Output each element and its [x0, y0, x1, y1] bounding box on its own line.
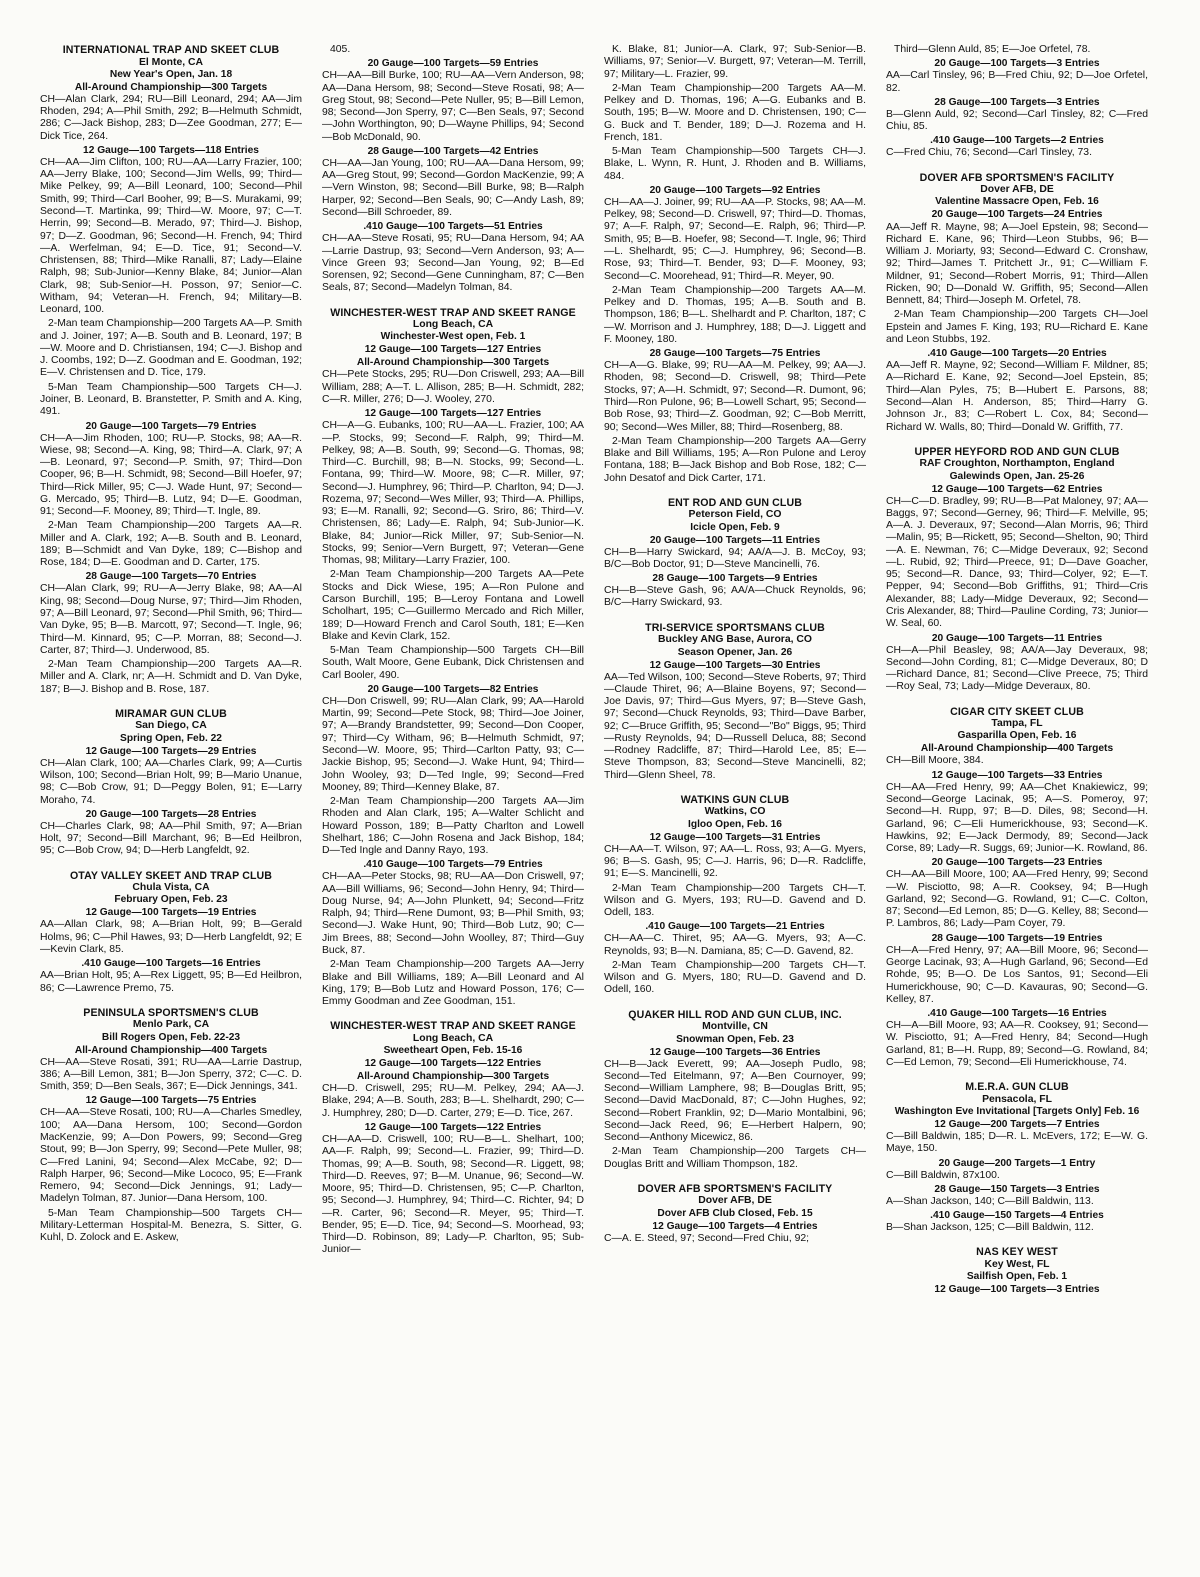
- division-heading: 20 Gauge—100 Targets—11 Entries: [649, 534, 821, 546]
- division-heading: .410 Gauge—100 Targets—16 Entries: [81, 958, 261, 970]
- club-section: [886, 446, 1148, 694]
- club-name: UPPER HEYFORD ROD AND GUN CLUB: [914, 445, 1120, 458]
- division-heading: All-Around Championship—400 Targets: [74, 1044, 268, 1056]
- results-text: K. Blake, 81; Junior—A. Clark, 97; Sub-Senior—B. Williams, 97; Senior—V. Burgett, 97; Veteran—M. Terrill, 97; Military—L. Frazier, 99.: [604, 44, 866, 80]
- results-text: CH—AA—D. Criswell, 100; RU—B—L. Shelhart, 100; AA—F. Ralph, 99; Second—L. Frazier, 99; Third—D. Thomas, 99; A—B. South, 98; Second—R. Liggett, 98; Third—D. Reeves, 97; B—M. Unanue, 96; Second—W. Moore, 95; Third—D. Christensen, 95; C—P. Charlton, 95; Second—J. Humphrey, 94; Third—C. Richter, 94; D—R. Carter, 96; Second—R. Meyer, 95; Third—T. Bender, 95; E—D. Tice, 94; Second—S. Moorhead, 93; Third—D. Robinson, 89; Lady—P. Charlton, 95; Sub-Junior—: [322, 1134, 584, 1256]
- division-heading: 12 Gauge—100 Targets—127 Entries: [364, 408, 542, 420]
- event-title: Sailfish Open, Feb. 1: [966, 1271, 1068, 1283]
- event-title: Snowman Open, Feb. 23: [676, 1033, 794, 1045]
- column-2: [322, 44, 584, 1577]
- division-heading: 12 Gauge—100 Targets—30 Entries: [649, 659, 821, 671]
- club-location: Tampa, FL: [991, 718, 1043, 730]
- division-heading: 12 Gauge—100 Targets—75 Entries: [85, 1095, 257, 1107]
- club-section: [886, 706, 1148, 1070]
- event-title: Igloo Open, Feb. 16: [688, 818, 782, 830]
- results-text: CH—Charles Clark, 98; AA—Phil Smith, 97; A—Brian Holt, 97; Second—Bill Marchant, 96; B—Ed Heilbron, 95; C—Bob Crow, 94; D—Herb Langfeldt, 92.: [40, 820, 302, 857]
- division-heading: 28 Gauge—100 Targets—70 Entries: [85, 571, 257, 583]
- results-text: 2-Man Team Championship—200 Targets AA—M. Pelkey and D. Thomas, 196; A—G. Eubanks and B. South, 195; B—W. Moore and D. Christensen, 190; C—G. Buck and T. Bender, 189; D—J. Rozema and H. French, 181.: [604, 82, 866, 143]
- results-text: CH—AA—Steve Rosati, 391; RU—AA—Larrie Dastrup, 386; A—Bill Lemon, 381; B—Jon Sperry, 372; C—C. D. Smith, 359; D—Ben Seals, 367; E—Dick Jennings, 341.: [40, 1056, 302, 1093]
- club-section: [886, 172, 1148, 434]
- results-text: C—Bill Baldwin, 185; D—R. L. McEvers, 172; E—W. G. Maye, 150.: [886, 1131, 1148, 1155]
- division-heading: 12 Gauge—100 Targets—33 Entries: [931, 769, 1103, 781]
- club-section: [40, 44, 302, 696]
- club-section: [322, 307, 584, 1009]
- club-name: MIRAMAR GUN CLUB: [115, 707, 227, 720]
- division-heading: 28 Gauge—100 Targets—3 Entries: [934, 96, 1100, 108]
- results-text: CH—AA—Fred Henry, 99; AA—Chet Knakiewicz, 99; Second—George Lacinak, 95; A—S. Pomeroy, 97; Second—H. Rupp, 97; B—D. Diles, 98; Second—H. Garland, 96; C—Eli Humerickhouse, 93; Second—K. Hawkins, 92; E—Jack Dermody, 89; Second—Jack Corse, 89; Lady—R. Suggs, 69; Junior—K. Rowland, 86.: [886, 781, 1148, 855]
- club-name: DOVER AFB SPORTSMEN'S FACILITY: [919, 171, 1115, 184]
- club-location: Key West, FL: [984, 1258, 1050, 1270]
- event-title: Icicle Open, Feb. 9: [690, 521, 780, 533]
- results-text: 5-Man Team Championship—500 Targets CH—Military-Letterman Hospital-M. Benezra, S. Sitter, G. Kuhl, D. Zolock and E. Askew,: [40, 1207, 302, 1244]
- division-heading: 12 Gauge—100 Targets—3 Entries: [934, 1284, 1100, 1296]
- results-text: CH—AA—Bill Moore, 100; AA—Fred Henry, 99; Second—W. Pisciotto, 98; A—R. Cooksey, 94; B—Hugh Garland, 92; Second—G. Rowland, 91; C—C. Colton, 87; Second—Ed Lemon, 85; D—G. Kelley, 88; Second—P. Lambros, 86; Lady—Pam Coyer, 79.: [886, 869, 1148, 930]
- event-title: Dover AFB Club Closed, Feb. 15: [657, 1207, 813, 1219]
- division-heading: All-Around Championship—300 Targets: [356, 357, 550, 369]
- division-heading: All-Around Championship—300 Targets: [356, 1071, 550, 1083]
- club-name: ENT ROD AND GUN CLUB: [667, 496, 803, 509]
- results-text: CH—Alan Clark, 99; RU—A—Jerry Blake, 98; AA—Al King, 98; Second—Doug Nurse, 97; Third—Jim Rhoden, 97; A—Bill Leonard, 97; Second—Phil Smith, 96; Third—Van Dyke, 95; B—B. Marcott, 97; Second—T. Ingle, 96; Third—M. Kinnard, 95; C—P. Morran, 88; Second—J. Carter, 87; Third—J. Underwood, 85.: [40, 583, 302, 656]
- results-text: CH—AA—C. Thiret, 95; AA—G. Myers, 93; A—C. Reynolds, 93; B—N. Damiana, 85; C—D. Gavend, 82.: [604, 933, 866, 957]
- results-text: 2-Man team Championship—200 Targets AA—P. Smith and J. Joiner, 197; A—B. South and B. Leonard, 197; B—W. Moore and D. Christiansen, 194; C—J. Bishop and J. Coombs, 192; D—Z. Goodman and E. Goodman, 192; E—V. Christensen and D. Tice, 179.: [40, 318, 302, 379]
- club-name: QUAKER HILL ROD AND GUN CLUB, INC.: [628, 1008, 842, 1021]
- results-text: CH—A—G. Eubanks, 100; RU—AA—L. Frazier, 100; AA—P. Stocks, 99; Second—F. Ralph, 99; Third—M. Pelkey, 98; A—B. South, 99; Second—G. Thomas, 98; Third—C. Burchill, 98; B—N. Stocks, 99; Second—L. Fontana, 99; Third—W. Moore, 98; C—R. Miller, 97; Second—J. Humphrey, 96; Third—P. Charlton, 94; D—J. Rozema, 97; Second—Wes Miller, 93; Third—A. Phillips, 93; E—M. Ranalli, 92; Second—G. Sriro, 86; Third—V. Christensen, 86; Lady—E. Ralph, 94; Sub-Junior—K. Blake, 84; Junior—Rick Miller, 97; Sub-Senior—N. Stocks, 99; Senior—Vern Burgett, 97; Veteran—Gene Thomas, 98; Military—Larry Frazier, 100.: [322, 420, 584, 567]
- club-name: WINCHESTER-WEST TRAP AND SKEET RANGE: [330, 1020, 576, 1033]
- division-heading: 28 Gauge—100 Targets—9 Entries: [652, 573, 818, 585]
- results-text: 2-Man Team Championship—200 Targets AA—Gerry Blake and Bill Williams, 195; A—Ron Pulone and Leroy Fontana, 188; B—Jack Bishop and Bob Rose, 182; C—John Desatof and Dick Carter, 171.: [604, 435, 866, 484]
- club-name: CIGAR CITY SKEET CLUB: [950, 705, 1084, 718]
- results-text: 5-Man Team Championship—500 Targets CH—J. Joiner, B. Leonard, B. Branstetter, P. Smith and A. King, 491.: [40, 381, 302, 418]
- division-heading: 20 Gauge—100 Targets—92 Entries: [649, 184, 821, 196]
- club-section: [604, 497, 866, 610]
- club-name: TRI-SERVICE SPORTSMANS CLUB: [645, 621, 825, 634]
- event-title: Sweetheart Open, Feb. 15-16: [383, 1045, 523, 1057]
- club-location: RAF Croughton, Northampton, England: [919, 458, 1115, 470]
- results-text: 2-Man Team Championship—200 Targets AA—R. Miller and A. Clark, 192; A—B. South and B. Leonard, 189; B—Schmidt and Van Dyke, 189; C—Bishop and Rose, 184; D—E. Goodman and D. Carter, 175.: [40, 520, 302, 569]
- club-section: [40, 870, 302, 995]
- club-section: [322, 44, 584, 295]
- division-heading: .410 Gauge—100 Targets—20 Entries: [927, 348, 1107, 360]
- club-section: [40, 1007, 302, 1245]
- results-text: CH—AA—Peter Stocks, 98; RU—AA—Don Criswell, 97; AA—Bill Williams, 96; Second—John Henry, 94; Third—Doug Nurse, 94; A—John Plunkett, 94; Second—Fritz Ralph, 94; Third—Rene Dumont, 93; B—Phil Smith, 93; Second—J. Wake Hunt, 90; Third—Bob Lutz, 90; C—Jim Brees, 88; Second—John Woolley, 87; Third—Guy Buck, 87.: [322, 871, 584, 956]
- results-text: CH—AA—Bill Burke, 100; RU—AA—Vern Anderson, 98; AA—Dana Hersom, 98; Second—Steve Rosati, 98; A—Greg Stout, 98; Second—Pete Nuller, 95; B—Bill Lemon, 98; Second—Jon Sperry, 97; C—Ben Seals, 97; Second—John Worthington, 90; D—Wayne Phillips, 94; Second—Bob McDonald, 90.: [322, 70, 584, 143]
- results-text: 2-Man Team Championship—200 Targets CH—T. Wilson and G. Myers, 193; RU—D. Gavend and D. Odell, 183.: [604, 882, 866, 919]
- results-text: CH—Alan Clark, 294; RU—Bill Leonard, 294; AA—Jim Rhoden, 294; A—Phil Smith, 292; B—Helmuth Schmidt, 286; C—Jack Bishop, 283; D—Zee Goodman, 277; E—Dick Tice, 264.: [40, 93, 302, 142]
- results-text: CH—AA—T. Wilson, 97; AA—L. Ross, 93; A—G. Myers, 96; B—S. Gash, 95; C—J. Harris, 96; D—R. Radcliffe, 91; E—S. Mancinelli, 92.: [604, 843, 866, 880]
- results-text: CH—AA—Jan Young, 100; RU—AA—Dana Hersom, 99; AA—Greg Stout, 99; Second—Gordon MacKenzie, 99; A—Vern Winston, 98; Second—Bill Burke, 98; B—Ralph Harper, 92; Second—Ben Seals, 90; C—Andy Lash, 89; Second—Bill Schroeder, 89.: [322, 157, 584, 218]
- division-heading: .410 Gauge—100 Targets—51 Entries: [363, 221, 543, 233]
- results-text: 2-Man Team Championship—200 Targets CH—Douglas Britt and William Thompson, 182.: [604, 1146, 866, 1170]
- results-text: 2-Man Team Championship—200 Targets AA—Jerry Blake and Bill Williams, 189; A—Bill Leonard and Al King, 179; B—Bob Lutz and Howard Posson, 176; C—Emmy Goodman and Zee Goodman, 151.: [322, 959, 584, 1008]
- division-heading: 12 Gauge—100 Targets—127 Entries: [364, 344, 542, 356]
- event-title: Washington Eve Invitational [Targets Only] Feb. 16: [894, 1105, 1140, 1117]
- club-location: Peterson Field, CO: [688, 509, 782, 521]
- club-location: Dover AFB, DE: [980, 184, 1054, 196]
- results-text: C—A. E. Steed, 97; Second—Fred Chiu, 92;: [604, 1232, 810, 1244]
- event-title: New Year's Open, Jan. 18: [109, 68, 233, 80]
- division-heading: 12 Gauge—100 Targets—122 Entries: [364, 1058, 542, 1070]
- results-text: 2-Man Team Championship—200 Targets AA—Pete Stocks and Dick Wiese, 195; A—Ron Pulone and Carson Burchill, 195; B—Leroy Fontana and Lowell Scholhart, 195; C—Guillermo Mercado and Rich Miller, 189; D—Howard French and Carol South, 181; E—Ken Blake and Kevin Clark, 152.: [322, 569, 584, 642]
- event-title: February Open, Feb. 23: [114, 894, 228, 906]
- club-section: [886, 1081, 1148, 1234]
- results-text: 405.: [330, 44, 351, 55]
- results-text: CH—B—Steve Gash, 96; AA/A—Chuck Reynolds, 96; B/C—Harry Swickard, 93.: [604, 585, 866, 609]
- division-heading: 12 Gauge—100 Targets—31 Entries: [649, 831, 821, 843]
- results-text: 5-Man Team Championship—500 Targets CH—J. Blake, L. Wynn, R. Hunt, J. Rhoden and B. Williams, 484.: [604, 146, 866, 182]
- club-location: Long Beach, CA: [412, 319, 494, 331]
- club-section: [604, 794, 866, 997]
- division-heading: 28 Gauge—100 Targets—75 Entries: [649, 348, 821, 360]
- results-text: 2-Man Team Championship—200 Targets CH—Joel Epstein and James F. King, 193; RU—Richard E. Kane and Leon Stubbs, 192.: [886, 309, 1148, 345]
- results-text: CH—AA—Jim Clifton, 100; RU—AA—Larry Frazier, 100; AA—Jerry Blake, 100; Second—Jim Wells, 99; Third—Mike Pelkey, 99; A—Bill Leonard, 100; Second—Phil Smith, 99; Third—Carl Booher, 99; B—S. Murakami, 99; Second—T. Martinka, 99; Third—W. Moore, 97; C—T. Herrin, 99; Second—B. Merado, 97; Third—J. Bishop, 97; D—Z. Goodman, 96; Second—H. French, 94; Third—A. Werfelman, 94; E—D. Tice, 91; Second—V. Christensen, 88; Third—Mike Ranalli, 87; Lady—Elaine Ralph, 98; Sub-Junior—Kenny Blake, 84; Junior—Alan Clark, 98; Sub-Senior—H. Posson, 97; Senior—C. Witham, 94; Veteran—H. French, 94; Military—B. Leonard, 100.: [40, 156, 302, 316]
- club-name: INTERNATIONAL TRAP AND SKEET CLUB: [62, 44, 280, 56]
- division-heading: .410 Gauge—150 Targets—4 Entries: [930, 1210, 1104, 1222]
- event-title: Spring Open, Feb. 22: [120, 732, 222, 744]
- results-text: CH—AA—Steve Rosati, 100; RU—A—Charles Smedley, 100; AA—Dana Hersom, 100; Second—Gordon MacKenzie, 99; A—Don Powers, 99; Second—Greg Stout, 99; B—Jon Sperry, 99; Second—Pete Muller, 98; C—Fred Lanini, 94; Second—Alex McCabe, 92; D—Ralph Harper, 96; Second—Mike Lococo, 95; E—Frank Remero, 94; Second—Dick Jennings, 91; Lady—Madelyn Tolman, 87. Junior—Dana Hersom, 100.: [40, 1107, 302, 1205]
- results-text: B—Shan Jackson, 125; C—Bill Baldwin, 112.: [886, 1222, 1094, 1234]
- division-heading: 12 Gauge—100 Targets—19 Entries: [85, 907, 257, 919]
- results-text: 5-Man Team Championship—500 Targets CH—Bill South, Walt Moore, Gene Eubank, Dick Christensen and Carl Booler, 490.: [322, 645, 584, 681]
- division-heading: 28 Gauge—150 Targets—3 Entries: [934, 1183, 1100, 1195]
- division-heading: 20 Gauge—100 Targets—59 Entries: [367, 58, 539, 70]
- results-text: 2-Man Team Championship—200 Targets AA—M. Pelkey and D. Thomas, 195; A—B. South and B. Thompson, 186; B—L. Shelhardt and P. Charlton, 187; C—W. Morrison and J. Humphrey, 188; D—J. Liggett and F. Mooney, 180.: [604, 284, 866, 345]
- results-text: CH—AA—Steve Rosati, 95; RU—Dana Hersom, 94; AA—Larrie Dastrup, 93; Second—Vern Anderson, 93; A—Vince Green 93; Second—Jan Young, 92; B—Ed Sorensen, 92; Second—Gene Cunningham, 87; C—Ben Seals, 87; Second—Madelyn Tolman, 84.: [322, 233, 584, 294]
- results-text: 2-Man Team Championship—200 Targets AA—Jim Rhoden and Alan Clark, 195; A—Walter Schlicht and Howard Posson, 189; B—Patty Charlton and Lowell Shelhart, 186; C—John Rosena and Jack Bishop, 184; D—Ted Ingle and Danny Rayo, 193.: [322, 796, 584, 857]
- club-location: Montville, CN: [702, 1021, 768, 1033]
- club-section: [40, 708, 302, 858]
- division-heading: 20 Gauge—100 Targets—82 Entries: [367, 683, 539, 695]
- division-heading: 28 Gauge—100 Targets—42 Entries: [367, 145, 539, 157]
- results-text: CH—A—G. Blake, 99; RU—AA—M. Pelkey, 99; AA—J. Rhoden, 98; Second—D. Criswell, 98; Third—Pete Stocks, 97; A—H. Schmidt, 97; Second—R. Dumont, 96; Third—Ron Pulone, 96; B—Lowell Schart, 95; Second—Bob Rose, 93; Third—Z. Goodman, 92; C—Bob Merritt, 90; Second—Wes Miller, 88; Third—Rosenberg, 88.: [604, 360, 866, 433]
- column-4: [886, 44, 1148, 1577]
- club-location: Buckley ANG Base, Aurora, CO: [658, 634, 812, 646]
- division-heading: All-Around Championship—400 Targets: [920, 743, 1114, 755]
- results-text: CH—Alan Clark, 100; AA—Charles Clark, 99; A—Curtis Wilson, 100; Second—Brian Holt, 99; B—Mario Unanue, 98; C—Bob Crow, 91; D—Peggy Bolen, 91; E—Larry Moraho, 74.: [40, 757, 302, 806]
- club-section: [322, 1020, 584, 1256]
- division-heading: .410 Gauge—100 Targets—79 Entries: [363, 859, 543, 871]
- division-heading: 12 Gauge—100 Targets—4 Entries: [652, 1220, 818, 1232]
- club-section: [886, 44, 1148, 160]
- division-heading: 12 Gauge—100 Targets—29 Entries: [85, 745, 257, 757]
- division-heading: .410 Gauge—100 Targets—2 Entries: [930, 135, 1104, 147]
- event-title: Galewinds Open, Jan. 25-26: [949, 470, 1085, 482]
- division-heading: 12 Gauge—100 Targets—62 Entries: [931, 483, 1103, 495]
- results-text: AA—Brian Holt, 95; A—Rex Liggett, 95; B—Ed Heilbron, 86; C—Lawrence Premo, 75.: [40, 970, 302, 994]
- division-heading: 20 Gauge—200 Targets—1 Entry: [938, 1157, 1096, 1169]
- event-title: Gasparilla Open, Feb. 16: [957, 730, 1077, 742]
- club-name: WINCHESTER-WEST TRAP AND SKEET RANGE: [330, 306, 576, 319]
- results-text: AA—Jeff R. Mayne, 98; A—Joel Epstein, 98; Second—Richard E. Kane, 96; Third—Leon Stubbs, 96; B—William J. Moriarty, 93; Second—Edward C. Cronshaw, 92; Third—James T. Pritchett Jr., 91; C—William F. Mildner, 91; Second—Robert Morris, 91; Third—Allen Ricken, 90; D—Donald W. Griffith, 95; Second—Allen Bennett, 84; Third—Joseph M. Orfetel, 78.: [886, 221, 1148, 307]
- results-text: CH—A—Jim Rhoden, 100; RU—P. Stocks, 98; AA—R. Wiese, 98; Second—A. King, 98; Third—A. Clark, 97; A—B. Leonard, 97; Second—P. Smith, 97; Third—Don Cooper, 96; B—H. Schmidt, 98; Second—Bill Hoefer, 97; Third—Rick Miller, 95; C—J. Wade Hunt, 97; Second—G. Mercado, 95; Third—B. Lutz, 94; D—E. Goodman, 91; Second—F. Mooney, 89; Third—T. Ingle, 89.: [40, 432, 302, 518]
- division-heading: 20 Gauge—100 Targets—23 Entries: [931, 857, 1103, 869]
- results-text: CH—Pete Stocks, 295; RU—Don Criswell, 293; AA—Bill William, 288; A—T. L. Allison, 285; B—H. Schmidt, 282; C—R. Miller, 276; D—J. Wooley, 270.: [322, 369, 584, 405]
- division-heading: 20 Gauge—100 Targets—11 Entries: [931, 632, 1103, 644]
- club-location: San Diego, CA: [135, 720, 207, 732]
- results-text: CH—Don Criswell, 99; RU—Alan Clark, 99; AA—Harold Martin, 99; Second—Pete Stock, 98; Third—Joe Joiner, 97; A—Brandy Brandstetter, 99; Second—Don Cooper, 97; Third—Cy Witham, 96; B—Helmuth Schmidt, 97; Second—W. Moore, 95; Third—Carlton Patty, 93; C—Jackie Bishop, 95; Second—J. Wake Hunt, 94; Third—John Wooley, 93; D—Ted Ingle, 99; Second—Fred Mooney, 89; Third—Kenney Blake, 87.: [322, 695, 584, 793]
- club-section: [604, 1183, 866, 1245]
- results-text: AA—Allan Clark, 98; A—Brian Holt, 99; B—Gerald Holms, 96; C—Phil Hawes, 93; D—Herb Langfeldt, 92; E—Kevin Clark, 85.: [40, 919, 302, 955]
- club-location: Pensacola, FL: [982, 1093, 1052, 1105]
- results-text: CH—A—Fred Henry, 97; AA—Bill Moore, 96; Second—George Lacinak, 93; A—Hugh Garland, 96; Second—Ed Rohde, 95; B—O. De Los Santos, 91; Second—Eli Humerickhouse, 90; C—D. Kavauras, 90; Second—G. Kelley, 87.: [886, 944, 1148, 1005]
- results-text: CH—A—Phil Beasley, 98; AA/A—Jay Deveraux, 98; Second—John Cording, 81; C—Midge Deveraux, 80; D—Richard Dance, 81; Second—Clive Preece, 75; Third—Roy Seal, 73; Lady—Midge Deveraux, 80.: [886, 644, 1148, 693]
- results-text: CH—Bill Moore, 384.: [886, 755, 984, 767]
- results-text: CH—D. Criswell, 295; RU—M. Pelkey, 294; AA—J. Blake, 294; A—B. South, 283; B—L. Shelhardt, 290; C—J. Humphrey, 280; D—D. Carter, 279; E—D. Tice, 267.: [322, 1083, 584, 1119]
- division-heading: 12 Gauge—100 Targets—122 Entries: [364, 1121, 542, 1133]
- club-location: Chula Vista, CA: [132, 882, 210, 894]
- results-text: AA—Ted Wilson, 100; Second—Steve Roberts, 97; Third—Claude Thiret, 96; A—Blaine Boyens, 97; Second—Joe Davis, 97; Third—Gus Myers, 97; B—Steve Gash, 97; Second—Chuck Reynolds, 93; Third—Dave Barber, 92; C—Bruce Griffith, 95; Second—"Bo" Biggs, 95; Third—Rusty Reynolds, 94; D—Russell Deluca, 88; Second—Rodney Radcliffe, 87; Third—Harold Lee, 85; E—Steve Thompson, 83; Second—Steve Mancinelli, 82; Third—Glenn Sheel, 78.: [604, 671, 866, 781]
- club-section: [604, 44, 866, 485]
- division-heading: .410 Gauge—100 Targets—16 Entries: [927, 1008, 1107, 1020]
- results-text: A—Shan Jackson, 140; C—Bill Baldwin, 113.: [886, 1195, 1094, 1207]
- club-location: Watkins, CO: [704, 806, 766, 818]
- club-name: WATKINS GUN CLUB: [680, 793, 790, 806]
- division-heading: 20 Gauge—100 Targets—79 Entries: [85, 420, 257, 432]
- club-location: Dover AFB, DE: [698, 1195, 772, 1207]
- event-title: Winchester-West open, Feb. 1: [380, 331, 526, 343]
- results-text: CH—B—Jack Everett, 99; AA—Joseph Pudlo, 98; Second—Ted Eitelmann, 97; A—Ben Cournoyer, 99; Second—William Lamphere, 98; B—Douglas Britt, 95; Second—David MacDonald, 87; C—John Hughes, 92; Second—Robert Franklin, 92; D—Mario Montalbini, 96; Second—Jack Reed, 96; E—Herbert Halpern, 90; Second—Anthony Micewicz, 86.: [604, 1058, 866, 1144]
- division-heading: 12 Gauge—100 Targets—36 Entries: [649, 1046, 821, 1058]
- club-location: El Monte, CA: [138, 56, 204, 68]
- results-text: B—Glenn Auld, 92; Second—Carl Tinsley, 82; C—Fred Chiu, 85.: [886, 108, 1148, 133]
- club-location: Long Beach, CA: [412, 1032, 494, 1044]
- column-3: [604, 44, 866, 1577]
- division-heading: 20 Gauge—100 Targets—24 Entries: [931, 209, 1103, 221]
- division-heading: All-Around Championship—300 Targets: [74, 81, 268, 93]
- division-heading: 20 Gauge—100 Targets—3 Entries: [934, 58, 1100, 70]
- results-text: CH—AA—J. Joiner, 99; RU—AA—P. Stocks, 98; AA—M. Pelkey, 98; Second—D. Criswell, 97; Third—D. Thomas, 97; A—F. Ralph, 97; Second—E. Ralph, 96; Third—P. Smith, 95; B—B. Hoefer, 98; Second—T. Ingle, 96; Third—L. Shelhardt, 95; C—J. Humphrey, 96; Second—B. Rose, 93; Third—T. Bender, 93; D—F. Mooney, 93; Second—C. Moorehead, 91; Third—R. Meyer, 90.: [604, 196, 866, 282]
- results-text: Third—Glenn Auld, 85; E—Joe Orfetel, 78.: [894, 44, 1091, 55]
- club-section: [604, 1009, 866, 1171]
- results-text: CH—B—Harry Swickard, 94; AA/A—J. B. McCoy, 93; B/C—Bob Doctor, 91; D—Steve Mancinelli, 76.: [604, 546, 866, 570]
- club-name: M.E.R.A. GUN CLUB: [965, 1081, 1069, 1094]
- club-name: DOVER AFB SPORTSMEN'S FACILITY: [637, 1182, 833, 1195]
- results-text: CH—C—D. Bradley, 99; RU—B—Pat Maloney, 97; AA—Baggs, 97; Second—Gerney, 96; Third—F. Melville, 95; A—A. J. Deveraux, 97; Second—Alan Morris, 96; Third—Malin, 95; B—Rickett, 95; Second—Shelton, 90; Third—A. E. Newman, 76; C—Midge Deveraux, 92; Second—L. Rubid, 92; Third—Preece, 91; D—Dave Goacher, 95; Second—R. Dance, 93; Third—Colyer, 92; E—T. Pepper, 94; Second—Bob Griffiths, 91; Third—Cris Alexander, 88; Lady—Midge Deveraux, 92; Second—Cris Alexander, 88; Third—Pauline Cording, 73; Junior—W. Seal, 60.: [886, 495, 1148, 630]
- results-text: CH—A—Bill Moore, 93; AA—R. Cooksey, 91; Second—W. Pisciotto, 91; A—Fred Henry, 84; Second—Hugh Garland, 81; B—H. Rupp, 89; Second—G. Rowland, 84; C—Ed Lemon, 79; Second—Eli Humerickhouse, 74.: [886, 1020, 1148, 1068]
- event-title: Bill Rogers Open, Feb. 22-23: [101, 1031, 241, 1043]
- division-heading: 28 Gauge—100 Targets—19 Entries: [931, 932, 1103, 944]
- club-section: [604, 622, 866, 782]
- division-heading: 12 Gauge—200 Targets—7 Entries: [934, 1118, 1100, 1130]
- results-text: C—Fred Chiu, 76; Second—Carl Tinsley, 73.: [886, 147, 1092, 159]
- column-1: [40, 44, 302, 1577]
- division-heading: 12 Gauge—100 Targets—118 Entries: [83, 144, 259, 156]
- division-heading: .410 Gauge—100 Targets—21 Entries: [645, 921, 825, 933]
- club-location: Menlo Park, CA: [132, 1019, 210, 1031]
- results-text: C—Bill Baldwin, 87x100.: [886, 1169, 1000, 1181]
- club-name: OTAY VALLEY SKEET AND TRAP CLUB: [69, 869, 273, 882]
- results-text: AA—Jeff R. Mayne, 92; Second—William F. Mildner, 85; A—Richard E. Kane, 92; Second—Joel Epstein, 85; Third—Alan Pyles, 75; B—Hubert E. Parsons, 88; Second—Alan H. Anderson, 85; Third—Harry G. Johnson Jr., 83; C—Robert L. Cox, 84; Second—Richard W. Walls, 80; Third—Donald W. Griffith, 77.: [886, 360, 1148, 433]
- division-heading: 20 Gauge—100 Targets—28 Entries: [85, 808, 257, 820]
- results-text: AA—Carl Tinsley, 96; B—Fred Chiu, 92; D—Joe Orfetel, 82.: [886, 70, 1148, 94]
- event-title: Valentine Massacre Open, Feb. 16: [935, 196, 1099, 208]
- results-text: 2-Man Team Championship—200 Targets CH—T. Wilson and G. Myers, 180; RU—D. Gavend and D. Odell, 160.: [604, 959, 866, 996]
- results-text: 2-Man Team Championship—200 Targets AA—R. Miller and A. Clark, nr; A—H. Schmidt and D. Van Dyke, 187; B—J. Bishop and B. Rose, 187.: [40, 659, 302, 695]
- club-name: NAS KEY WEST: [976, 1246, 1058, 1259]
- club-name: PENINSULA SPORTSMEN'S CLUB: [83, 1006, 259, 1019]
- event-title: Season Opener, Jan. 26: [677, 646, 793, 658]
- club-section: [886, 1246, 1148, 1296]
